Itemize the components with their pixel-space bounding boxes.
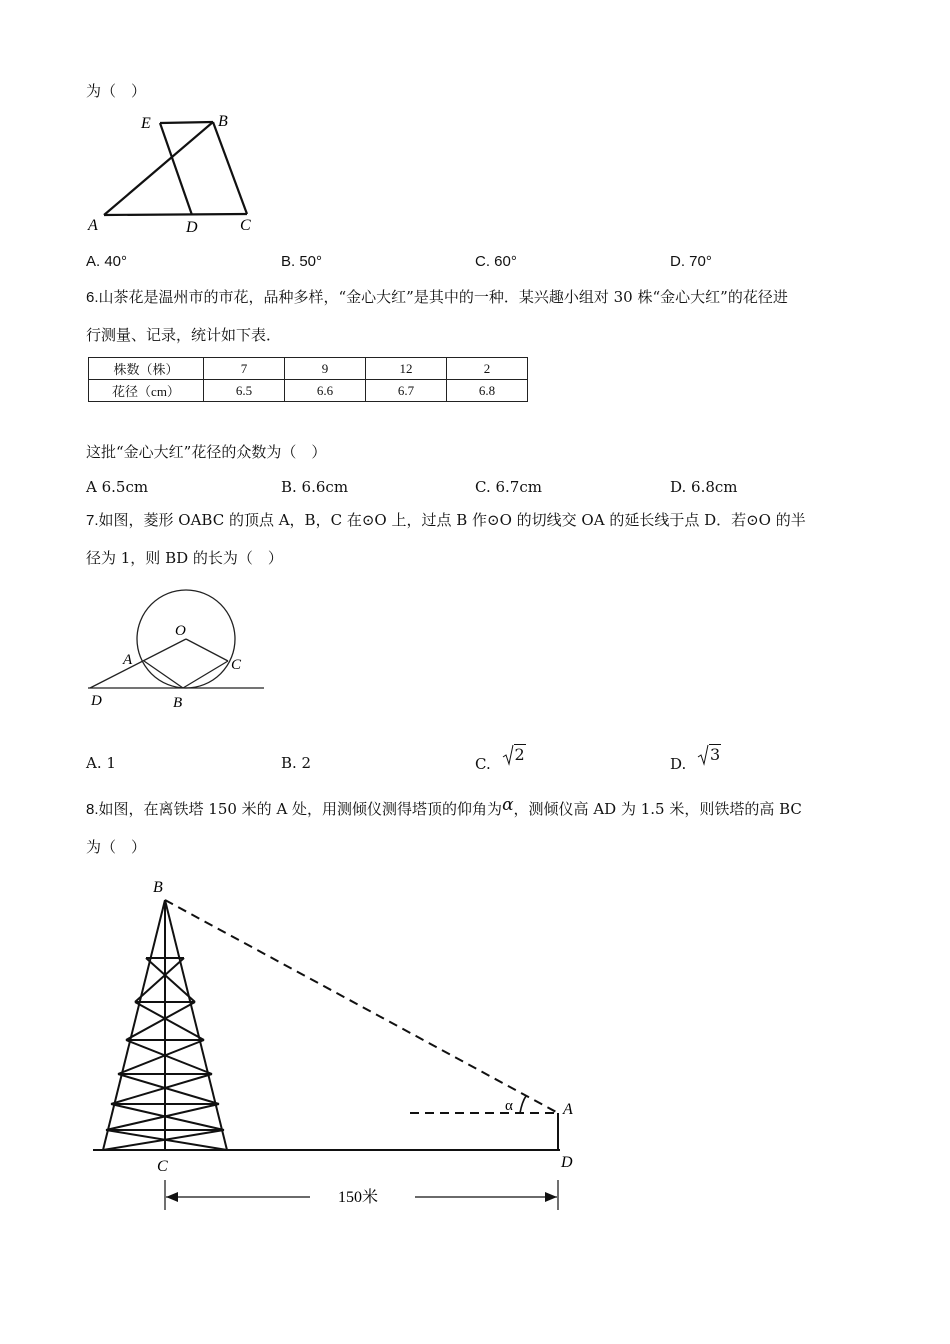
q6-table-row	[89, 380, 528, 402]
q6-option-c: C. 6.7cm	[475, 478, 542, 496]
q7-option-b: B. 2	[281, 754, 312, 772]
q8-label-D: D	[561, 1154, 573, 1171]
q5-segment-EB	[160, 122, 213, 123]
q7-number: 7.	[86, 512, 99, 529]
q6-table-cell: 7	[204, 358, 285, 380]
q5-option-c: C. 60°	[475, 253, 517, 270]
q7-option-c-prefix: C.	[475, 755, 491, 773]
q8-label-A: A	[563, 1101, 573, 1118]
q5-segment-ED	[160, 123, 192, 215]
q5-label-C: C	[240, 217, 251, 234]
q8-line1-text-b: ，测倾仪高 AD 为 1.5 米，则铁塔的高 BC	[513, 800, 802, 818]
q7-option-c-radicand: 2	[514, 745, 525, 764]
q7-label-O: O	[175, 623, 186, 639]
q5-label-A: A	[88, 217, 98, 234]
q8-line1-text-a: 如图，在离铁塔 150 米的 A 处，用测倾仪测得塔顶的仰角为	[98, 800, 503, 818]
q5-segment-AC	[104, 214, 247, 215]
q6-table-header: 株数（株）	[89, 358, 204, 380]
q7-label-C: C	[231, 657, 242, 673]
q8-figure	[90, 870, 590, 1220]
q6-table-row	[89, 358, 528, 380]
q6-line1-text: 山茶花是温州市的市花，品种多样，“金心大红”是其中的一种．某兴趣小组对 30 株“金心大红”的花径进	[98, 288, 788, 306]
q6-table-cell: 9	[285, 358, 366, 380]
q8-label-B: B	[153, 879, 163, 896]
q5-option-d: D. 70°	[670, 253, 712, 270]
sqrt-icon	[697, 744, 709, 766]
q7-option-d	[670, 744, 721, 774]
q6-table-cell: 6.7	[366, 380, 447, 402]
q8-sightline-AB	[165, 900, 558, 1113]
q7-option-d-radicand: 3	[710, 745, 721, 764]
q7-option-a: A. 1	[86, 754, 116, 772]
q7-label-D: D	[91, 693, 102, 709]
q5-label-E: E	[141, 115, 151, 132]
q6-table-cell: 12	[366, 358, 447, 380]
q7-option-d-sqrt	[697, 744, 721, 766]
q7-label-B: B	[173, 695, 183, 711]
q6-number: 6.	[86, 289, 99, 306]
q7-segment-AB	[144, 661, 183, 688]
q5-segment-AB	[104, 122, 213, 215]
q5-figure	[82, 104, 272, 236]
q7-segment-OC	[186, 639, 228, 661]
q8-tower	[103, 900, 227, 1150]
q8-arrow-right-icon	[545, 1192, 557, 1202]
q6-table-cell: 2	[447, 358, 528, 380]
q7-option-c-sqrt	[502, 744, 526, 766]
q8-line2: 为（ ）	[86, 838, 147, 856]
q8-arrow-left-icon	[166, 1192, 178, 1202]
q6-table-cell: 6.8	[447, 380, 528, 402]
q5-label-B: B	[218, 113, 228, 130]
q6-line1	[86, 287, 788, 308]
q7-line1-text: 如图，菱形 OABC 的顶点 A，B，C 在⊙O 上，过点 B 作⊙O 的切线交 OA 的延长线于点 D．若⊙O 的半	[98, 511, 806, 529]
q7-label-A: A	[123, 652, 133, 668]
q6-option-a: A 6.5cm	[86, 478, 149, 496]
q8-number: 8.	[86, 801, 99, 818]
q5-label-D: D	[186, 219, 198, 236]
q7-option-d-prefix: D.	[670, 755, 687, 773]
q6-table-cell: 6.5	[204, 380, 285, 402]
q8-line1	[86, 795, 802, 820]
q5-segment-BC	[213, 122, 247, 214]
q7-line2: 径为 1，则 BD 的长为（ ）	[86, 549, 283, 567]
q6-table-cell: 6.6	[285, 380, 366, 402]
q5-stem-tail: 为（ ）	[86, 82, 147, 100]
q7-figure	[82, 584, 272, 714]
q6-option-d: D. 6.8cm	[670, 478, 738, 496]
q5-option-b: B. 50°	[281, 253, 323, 270]
q8-angle-arc	[520, 1096, 526, 1113]
q6-line2: 行测量、记录，统计如下表．	[86, 326, 282, 344]
q6-table	[88, 357, 528, 402]
q8-alpha: α	[502, 795, 514, 815]
q8-label-distance: 150米	[338, 1189, 379, 1206]
q5-option-a: A. 40°	[86, 253, 128, 270]
q6-option-b: B. 6.6cm	[281, 478, 349, 496]
q8-label-alpha: α	[505, 1098, 513, 1114]
q8-label-C: C	[157, 1158, 168, 1175]
q6-question: 这批“金心大红”花径的众数为（ ）	[86, 443, 327, 461]
q6-table-header: 花径（cm）	[89, 380, 204, 402]
q7-option-c	[475, 744, 526, 774]
sqrt-icon	[502, 744, 514, 766]
q7-line1	[86, 510, 806, 531]
